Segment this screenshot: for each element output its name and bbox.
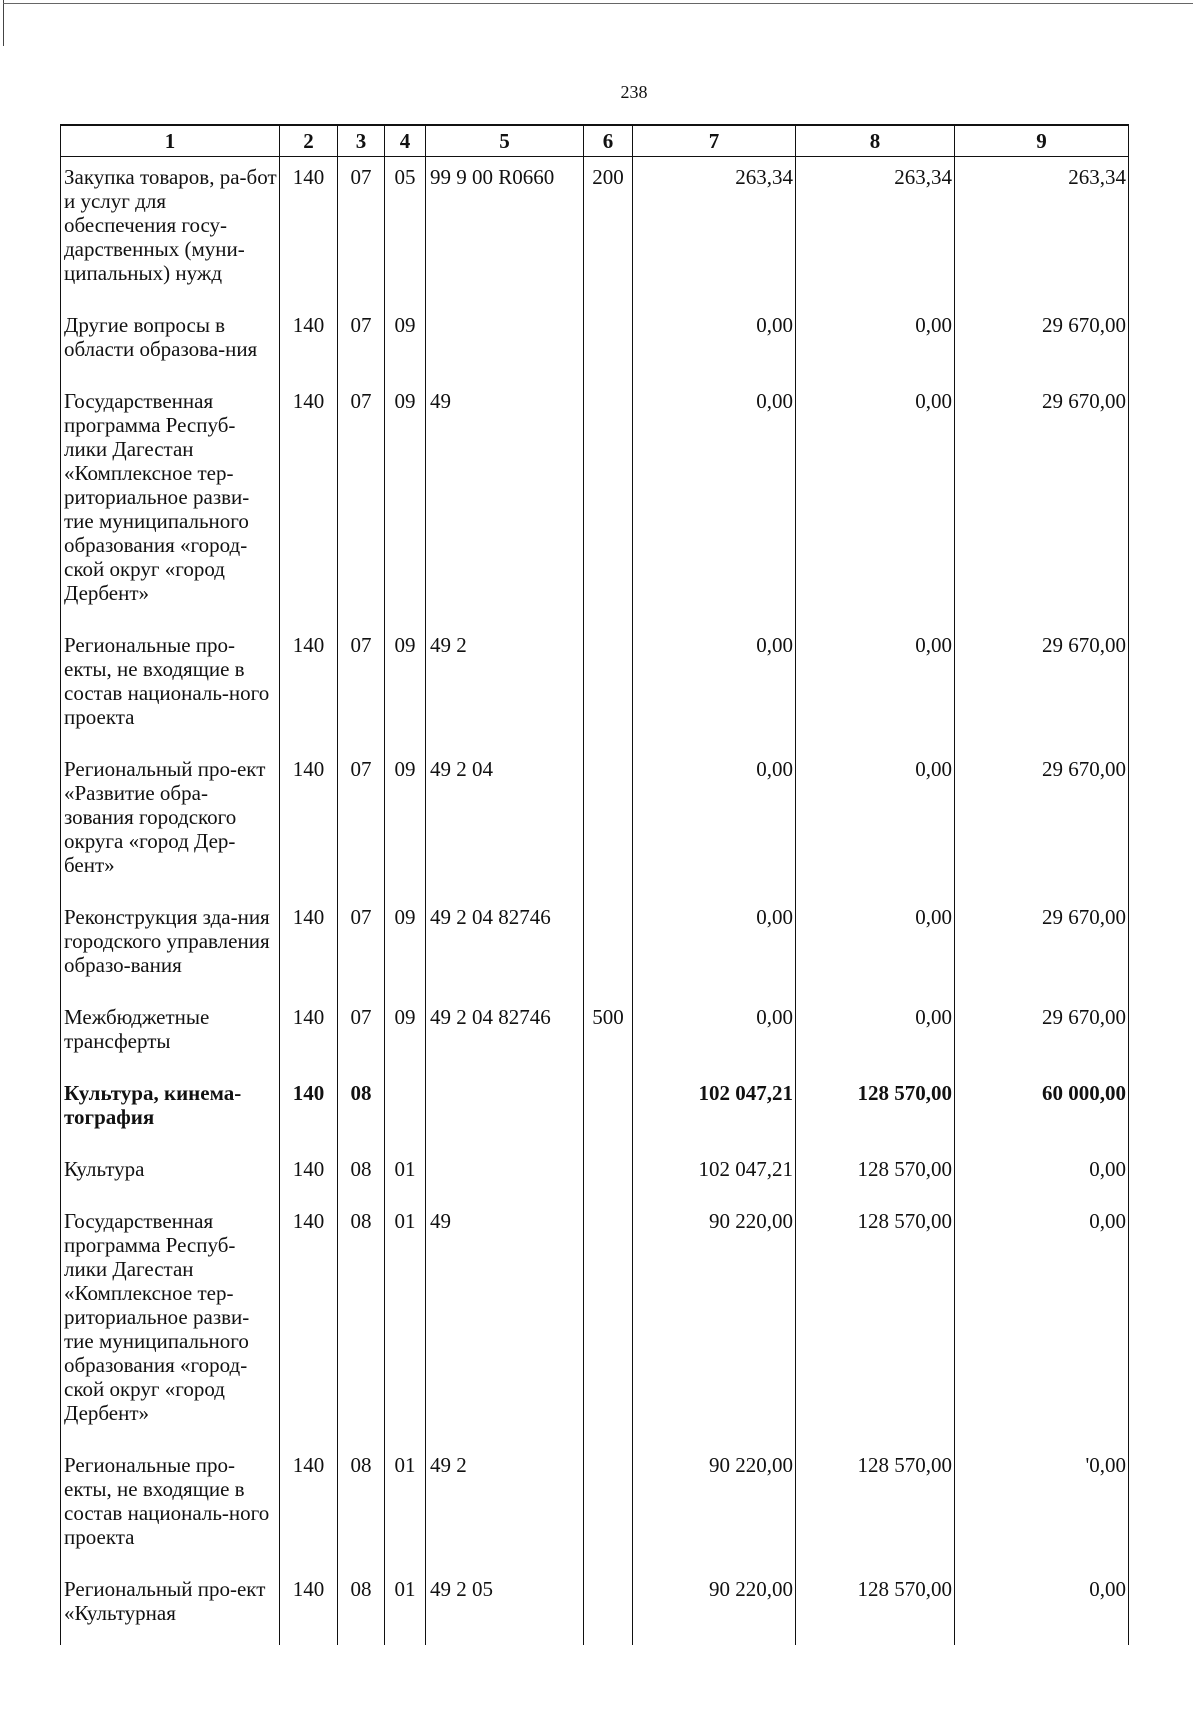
column-header: 6 (584, 125, 633, 157)
admin-code-cell: 140 (280, 1149, 338, 1201)
amount-cell-8: 128 570,00 (796, 1569, 955, 1645)
expense-type-cell (584, 381, 633, 625)
target-article-cell: 49 2 04 82746 (426, 897, 584, 997)
subsection-code-cell: 09 (385, 381, 426, 625)
row-name-cell: Реконструкция зда-ния городского управления образо-вания (61, 897, 280, 997)
row-name-cell: Культура (61, 1149, 280, 1201)
subsection-code-cell: 01 (385, 1569, 426, 1645)
admin-code-cell: 140 (280, 625, 338, 749)
expense-type-cell (584, 897, 633, 997)
scan-edge-top (3, 3, 1193, 4)
section-code-cell: 07 (338, 997, 385, 1073)
row-name-cell: Культура, кинема-тография (61, 1073, 280, 1149)
column-header: 8 (796, 125, 955, 157)
column-header: 4 (385, 125, 426, 157)
amount-cell-7: 90 220,00 (633, 1569, 796, 1645)
amount-cell-8: 128 570,00 (796, 1149, 955, 1201)
amount-cell-7: 0,00 (633, 897, 796, 997)
amount-cell-8: 0,00 (796, 897, 955, 997)
amount-cell-9: 29 670,00 (955, 625, 1129, 749)
expense-type-cell (584, 305, 633, 381)
table-row (61, 1149, 1129, 1201)
row-name-cell: Закупка товаров, ра-бот и услуг для обеспечения госу-дарственных (муни-ципальных) нужд (61, 157, 280, 306)
section-code-cell: 08 (338, 1149, 385, 1201)
subsection-code-cell: 05 (385, 157, 426, 306)
target-article-cell: 49 (426, 381, 584, 625)
target-article-cell: 49 2 04 82746 (426, 997, 584, 1073)
expense-type-cell (584, 625, 633, 749)
admin-code-cell: 140 (280, 749, 338, 897)
expense-type-cell: 200 (584, 157, 633, 306)
amount-cell-7: 90 220,00 (633, 1445, 796, 1569)
expense-type-cell: 500 (584, 997, 633, 1073)
expense-type-cell (584, 1201, 633, 1445)
admin-code-cell: 140 (280, 381, 338, 625)
table-body (61, 157, 1129, 1646)
target-article-cell (426, 1073, 584, 1149)
amount-cell-8: 0,00 (796, 997, 955, 1073)
column-header: 9 (955, 125, 1129, 157)
subsection-code-cell (385, 1073, 426, 1149)
section-code-cell: 08 (338, 1445, 385, 1569)
admin-code-cell: 140 (280, 1073, 338, 1149)
row-name-cell: Другие вопросы в области образова-ния (61, 305, 280, 381)
amount-cell-9: 263,34 (955, 157, 1129, 306)
row-name-cell: Региональный про-ект «Культурная (61, 1569, 280, 1645)
amount-cell-8: 0,00 (796, 305, 955, 381)
expense-type-cell (584, 1149, 633, 1201)
table-row (61, 1445, 1129, 1569)
amount-cell-7: 263,34 (633, 157, 796, 306)
section-code-cell: 07 (338, 157, 385, 306)
amount-cell-8: 0,00 (796, 749, 955, 897)
target-article-cell: 49 2 04 (426, 749, 584, 897)
subsection-code-cell: 01 (385, 1201, 426, 1445)
amount-cell-8: 128 570,00 (796, 1073, 955, 1149)
section-code-cell: 07 (338, 381, 385, 625)
table-row (61, 1073, 1129, 1149)
target-article-cell: 99 9 00 R0660 (426, 157, 584, 306)
subsection-code-cell: 01 (385, 1149, 426, 1201)
amount-cell-7: 0,00 (633, 749, 796, 897)
amount-cell-7: 0,00 (633, 625, 796, 749)
admin-code-cell: 140 (280, 157, 338, 306)
target-article-cell (426, 1149, 584, 1201)
row-name-cell: Региональные про-екты, не входящие в состав националь-ного проекта (61, 625, 280, 749)
amount-cell-9: 0,00 (955, 1149, 1129, 1201)
admin-code-cell: 140 (280, 1569, 338, 1645)
target-article-cell (426, 305, 584, 381)
budget-table (60, 124, 1129, 1645)
scan-edge-left (3, 0, 4, 46)
table-row (61, 997, 1129, 1073)
column-header: 3 (338, 125, 385, 157)
column-header: 7 (633, 125, 796, 157)
amount-cell-9: 29 670,00 (955, 997, 1129, 1073)
row-name-cell: Региональный про-ект «Развитие обра-зования городского округа «город Дер-бент» (61, 749, 280, 897)
table-row (61, 1569, 1129, 1645)
table-row (61, 1201, 1129, 1445)
table-row (61, 625, 1129, 749)
section-code-cell: 07 (338, 625, 385, 749)
table-header-row (61, 125, 1129, 157)
section-code-cell: 07 (338, 749, 385, 897)
subsection-code-cell: 09 (385, 305, 426, 381)
column-header: 2 (280, 125, 338, 157)
amount-cell-9: 29 670,00 (955, 749, 1129, 897)
row-name-cell: Межбюджетные трансферты (61, 997, 280, 1073)
admin-code-cell: 140 (280, 305, 338, 381)
table-row (61, 305, 1129, 381)
admin-code-cell: 140 (280, 1445, 338, 1569)
row-name-cell: Государственная программа Респуб-лики Дагестан «Комплексное тер-риториальное разви-тие муниципального образования «город-ской округ «город Дербент» (61, 381, 280, 625)
table-row (61, 157, 1129, 306)
expense-type-cell (584, 1569, 633, 1645)
subsection-code-cell: 09 (385, 625, 426, 749)
amount-cell-8: 0,00 (796, 625, 955, 749)
column-header: 5 (426, 125, 584, 157)
amount-cell-9: 29 670,00 (955, 897, 1129, 997)
target-article-cell: 49 (426, 1201, 584, 1445)
admin-code-cell: 140 (280, 897, 338, 997)
target-article-cell: 49 2 05 (426, 1569, 584, 1645)
section-code-cell: 07 (338, 897, 385, 997)
expense-type-cell (584, 749, 633, 897)
subsection-code-cell: 09 (385, 997, 426, 1073)
amount-cell-7: 102 047,21 (633, 1073, 796, 1149)
amount-cell-8: 0,00 (796, 381, 955, 625)
amount-cell-7: 0,00 (633, 305, 796, 381)
amount-cell-9: 0,00 (955, 1201, 1129, 1445)
expense-type-cell (584, 1445, 633, 1569)
section-code-cell: 07 (338, 305, 385, 381)
amount-cell-9: 60 000,00 (955, 1073, 1129, 1149)
amount-cell-8: 263,34 (796, 157, 955, 306)
admin-code-cell: 140 (280, 997, 338, 1073)
amount-cell-9: '0,00 (955, 1445, 1129, 1569)
section-code-cell: 08 (338, 1073, 385, 1149)
subsection-code-cell: 09 (385, 749, 426, 897)
page-number: 238 (620, 82, 648, 102)
subsection-code-cell: 01 (385, 1445, 426, 1569)
amount-cell-7: 0,00 (633, 997, 796, 1073)
amount-cell-8: 128 570,00 (796, 1445, 955, 1569)
section-code-cell: 08 (338, 1569, 385, 1645)
target-article-cell: 49 2 (426, 1445, 584, 1569)
table-row (61, 897, 1129, 997)
amount-cell-9: 29 670,00 (955, 305, 1129, 381)
amount-cell-7: 0,00 (633, 381, 796, 625)
amount-cell-9: 0,00 (955, 1569, 1129, 1645)
table-row (61, 381, 1129, 625)
amount-cell-8: 128 570,00 (796, 1201, 955, 1445)
budget-table-container (60, 124, 1129, 1645)
target-article-cell: 49 2 (426, 625, 584, 749)
row-name-cell: Государственная программа Респуб-лики Дагестан «Комплексное тер-риториальное разви-тие муниципального образования «город-ской округ «город Дербент» (61, 1201, 280, 1445)
admin-code-cell: 140 (280, 1201, 338, 1445)
amount-cell-9: 29 670,00 (955, 381, 1129, 625)
subsection-code-cell: 09 (385, 897, 426, 997)
section-code-cell: 08 (338, 1201, 385, 1445)
table-row (61, 749, 1129, 897)
expense-type-cell (584, 1073, 633, 1149)
amount-cell-7: 102 047,21 (633, 1149, 796, 1201)
column-header: 1 (61, 125, 280, 157)
row-name-cell: Региональные про-екты, не входящие в состав националь-ного проекта (61, 1445, 280, 1569)
amount-cell-7: 90 220,00 (633, 1201, 796, 1445)
